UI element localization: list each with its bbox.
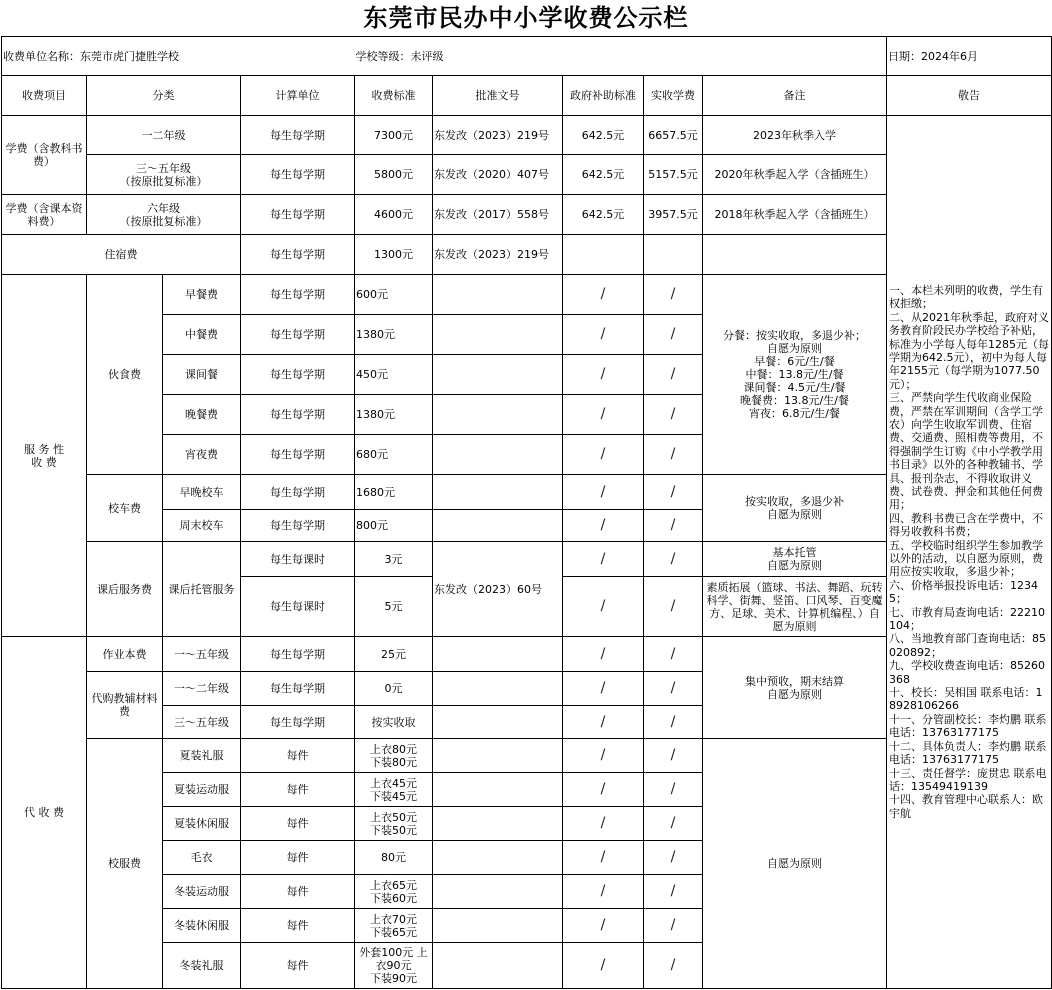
homework-label: 作业本费 xyxy=(87,637,163,672)
table-row-name: 夏装运动服 xyxy=(163,773,241,807)
table-row-name: 夏装休闲服 xyxy=(163,807,241,841)
table-row-cat: 一二年级 xyxy=(87,116,241,155)
table-cell-unit: 每生每学期 xyxy=(241,435,355,475)
table-cell-unit: 每生每学期 xyxy=(241,706,355,739)
slash-mark: / xyxy=(644,395,703,435)
header-approval: 批准文号 xyxy=(433,76,563,116)
table-row-name: 毛衣 xyxy=(163,841,241,875)
table-cell-unit: 每生每学期 xyxy=(241,275,355,315)
slash-mark: / xyxy=(644,435,703,475)
table-cell-unit: 每生每学期 xyxy=(241,155,355,195)
table-cell-doc: 东发改（2023）219号 xyxy=(433,235,563,275)
slash-mark: / xyxy=(644,577,703,637)
header-subsidy: 政府补助标准 xyxy=(563,76,644,116)
table-cell-actual: 3957.5元 xyxy=(644,195,703,235)
after-remark-quality: 素质拓展（篮球、书法、舞蹈、玩转科学、街舞、竖笛、口风琴、百变魔方、足球、美术、计算机编程、）自愿为原则 xyxy=(703,577,887,637)
table-cell-unit: 每件 xyxy=(241,739,355,773)
slash-mark: / xyxy=(563,807,644,841)
slash-mark: / xyxy=(563,395,644,435)
table-cell-subsidy: 642.5元 xyxy=(563,116,644,155)
table-cell-std: 1380元 xyxy=(355,395,433,435)
table-cell-unit: 每生每学期 xyxy=(241,395,355,435)
slash-mark: / xyxy=(563,510,644,542)
materials-label: 代购教辅材料费 xyxy=(87,672,163,739)
table-cell-unit: 每生每学期 xyxy=(241,116,355,155)
slash-mark: / xyxy=(644,355,703,395)
table-cell-std: 4600元 xyxy=(355,195,433,235)
table-cell-actual: 6657.5元 xyxy=(644,116,703,155)
table-cell-doc: 东发改（2017）558号 xyxy=(433,195,563,235)
table-cell-unit: 每生每学期 xyxy=(241,355,355,395)
table-row-name: 周末校车 xyxy=(163,510,241,542)
books-remark: 集中预收，期末结算 自愿为原则 xyxy=(703,637,887,739)
slash-mark: / xyxy=(563,739,644,773)
table-cell-remark: 2020年秋季起入学（含插班生） xyxy=(703,155,887,195)
table-cell-subsidy: 642.5元 xyxy=(563,195,644,235)
table-row-name: 宵夜费 xyxy=(163,435,241,475)
table-cell-std: 680元 xyxy=(355,435,433,475)
table-cell-std: 1380元 xyxy=(355,315,433,355)
slash-mark: / xyxy=(563,909,644,943)
table-cell-std: 25元 xyxy=(355,637,433,672)
school-name: 收费单位名称：东莞市虎门捷胜学校 xyxy=(2,37,241,76)
slash-mark: / xyxy=(563,875,644,909)
slash-mark: / xyxy=(644,739,703,773)
table-cell-unit: 每生每学期 xyxy=(241,637,355,672)
bus-label: 校车费 xyxy=(87,475,163,542)
table-cell-std: 800元 xyxy=(355,510,433,542)
table-cell-std: 80元 xyxy=(355,841,433,875)
table-row-cat: 一～五年级 xyxy=(163,637,241,672)
table-cell-doc: 东发改（2020）407号 xyxy=(433,155,563,195)
table-cell-std: 600元 xyxy=(355,275,433,315)
table-cell-unit: 每生每学期 xyxy=(241,672,355,706)
slash-mark: / xyxy=(563,275,644,315)
table-cell-subsidy: 642.5元 xyxy=(563,155,644,195)
uniform-remark: 自愿为原则 xyxy=(703,739,887,989)
table-row-cat: 一～二年级 xyxy=(163,672,241,706)
table-cell-unit: 每生每学期 xyxy=(241,475,355,510)
slash-mark: / xyxy=(563,706,644,739)
slash-mark: / xyxy=(644,637,703,672)
table-row-cat: 三～五年级 （按原批复标准） xyxy=(87,155,241,195)
table-cell-std: 5元 xyxy=(355,577,433,637)
table-cell-std: 外套100元 上衣90元 下装90元 xyxy=(355,943,433,989)
slash-mark: / xyxy=(644,672,703,706)
page-title: 东莞市民办中小学收费公示栏 xyxy=(363,4,689,32)
after-doc: 东发改（2023）60号 xyxy=(433,542,563,637)
table-row-cat: 三～五年级 xyxy=(163,706,241,739)
table-row-name: 中餐费 xyxy=(163,315,241,355)
table-cell-unit: 每生每学期 xyxy=(241,235,355,275)
table-cell-std: 5800元 xyxy=(355,155,433,195)
notice-date: 日期：2024年6月 xyxy=(887,37,1052,76)
tuition-label: 学费（含教科书费） xyxy=(2,116,87,195)
slash-mark: / xyxy=(644,773,703,807)
slash-mark: / xyxy=(563,315,644,355)
slash-mark: / xyxy=(644,315,703,355)
slash-mark: / xyxy=(563,475,644,510)
after-remark-basic: 基本托管 自愿为原则 xyxy=(703,542,887,577)
service-label: 服 务 性 收 费 xyxy=(2,275,87,637)
table-cell-unit: 每生每学期 xyxy=(241,195,355,235)
meal-remark: 分餐：按实收取，多退少补； 自愿为原则 早餐：6元/生/餐 中餐：13.8元/生/餐 课间餐：4.5元/生/餐 晚餐费：13.8元/生/餐 宵夜：6.8元/生/餐 xyxy=(703,275,887,475)
slash-mark: / xyxy=(644,841,703,875)
table-cell-unit: 每件 xyxy=(241,875,355,909)
table-row-name: 冬装休闲服 xyxy=(163,909,241,943)
table-cell-std: 上衣45元 下装45元 xyxy=(355,773,433,807)
table-cell-std: 1680元 xyxy=(355,475,433,510)
slash-mark: / xyxy=(563,355,644,395)
slash-mark: / xyxy=(644,909,703,943)
slash-mark: / xyxy=(563,637,644,672)
table-row-name: 冬装运动服 xyxy=(163,875,241,909)
slash-mark: / xyxy=(563,943,644,989)
header-standard: 收费标准 xyxy=(355,76,433,116)
agency-label: 代 收 费 xyxy=(2,637,87,989)
slash-mark: / xyxy=(563,577,644,637)
table-cell-doc: 东发改（2023）219号 xyxy=(433,116,563,155)
table-cell-remark: 2023年秋季入学 xyxy=(703,116,887,155)
header-notice: 敬告 xyxy=(887,76,1052,116)
notice-text: 一、本栏未列明的收费，学生有权拒缴； 二、从2021年秋季起，政府对义务教育阶段民办学校给予补贴，标准为小学每人每年1285元（每学期为642.5元），初中为每人每年2155元（每学期为1077.50元）； 三、严禁向学生代收商业保险费，严禁在军训期间（含学工学农）向学生收取军训费、住宿费、交通费、照相费等费用，不得强制学生订购《中小学教学用书目录》以外的各种教辅书、学具、报刊杂志，不得收取讲义费、试卷费、押金和其他任何费用； 四、教科书费已含在学费中，不得另收教科书费； 五、学校临时组织学生参加教学以外的活动，以自愿为原则，费用应按实收取，多退少补； 六、价格举报投诉电话：12345； 七、市教育局查询电话：22210104； 八、当地教育部门查询电话：85020892； 九、学校收费查询电话：85260368 十、校长：吴相国 联系电话：18928106266 十一、分管副校长：李灼鹏 联系电话：13763177175 十二、具体负责人：李灼鹏 联系电话：13763177175 十三、责任督学：庞贯忠 联系电话：13549419139 十四、教育管理中心联系人：欧宇航 xyxy=(887,116,1052,989)
table-row-cat: 六年级 （按原批复标准） xyxy=(87,195,241,235)
table-cell-unit: 每件 xyxy=(241,909,355,943)
slash-mark: / xyxy=(644,706,703,739)
slash-mark: / xyxy=(644,542,703,577)
table-cell-std: 上衣65元 下装60元 xyxy=(355,875,433,909)
after-label: 课后服务费 xyxy=(87,542,163,637)
header-remark: 备注 xyxy=(703,76,887,116)
slash-mark: / xyxy=(563,542,644,577)
table-cell-std: 上衣70元 下装65元 xyxy=(355,909,433,943)
table-cell-unit: 每件 xyxy=(241,841,355,875)
slash-mark: / xyxy=(644,510,703,542)
table-row-name: 冬装礼服 xyxy=(163,943,241,989)
bus-remark: 按实收取，多退少补 自愿为原则 xyxy=(703,475,887,542)
table-cell-std: 0元 xyxy=(355,672,433,706)
slash-mark: / xyxy=(644,807,703,841)
table-cell-std: 1300元 xyxy=(355,235,433,275)
uniform-label: 校服费 xyxy=(87,739,163,989)
table-cell-unit: 每件 xyxy=(241,943,355,989)
fee-table xyxy=(1,36,1052,989)
slash-mark: / xyxy=(644,875,703,909)
header-category: 分类 xyxy=(87,76,241,116)
table-row-name: 早晚校车 xyxy=(163,475,241,510)
table-cell-std: 7300元 xyxy=(355,116,433,155)
slash-mark: / xyxy=(644,475,703,510)
slash-mark: / xyxy=(644,275,703,315)
slash-mark: / xyxy=(644,943,703,989)
table-row-name: 晚餐费 xyxy=(163,395,241,435)
table-row-name: 课间餐 xyxy=(163,355,241,395)
table-cell-std: 上衣50元 下装50元 xyxy=(355,807,433,841)
school-grade: 学校等级：未评级 xyxy=(355,37,644,76)
table-cell-std: 按实收取 xyxy=(355,706,433,739)
tuition-label-b: 学费（含课本资料费） xyxy=(2,195,87,235)
table-cell-actual: 5157.5元 xyxy=(644,155,703,195)
after-sub-label: 课后托管服务 xyxy=(163,542,241,637)
table-cell-unit: 每生每学期 xyxy=(241,315,355,355)
slash-mark: / xyxy=(563,672,644,706)
table-cell-std: 3元 xyxy=(355,542,433,577)
table-cell-std: 450元 xyxy=(355,355,433,395)
table-row-name: 早餐费 xyxy=(163,275,241,315)
table-cell-remark: 2018年秋季起入学（含插班生） xyxy=(703,195,887,235)
boarding-label: 住宿费 xyxy=(2,235,241,275)
meal-label: 伙食费 xyxy=(87,275,163,475)
table-row-name: 夏装礼服 xyxy=(163,739,241,773)
table-cell-unit: 每件 xyxy=(241,807,355,841)
table-cell-std: 上衣80元 下装80元 xyxy=(355,739,433,773)
header-item: 收费项目 xyxy=(2,76,87,116)
slash-mark: / xyxy=(563,435,644,475)
header-unit: 计算单位 xyxy=(241,76,355,116)
table-cell-unit: 每件 xyxy=(241,773,355,807)
table-cell-unit: 每生每课时 xyxy=(241,577,355,637)
slash-mark: / xyxy=(563,773,644,807)
table-cell-unit: 每生每学期 xyxy=(241,510,355,542)
header-actual: 实收学费 xyxy=(644,76,703,116)
table-cell-unit: 每生每课时 xyxy=(241,542,355,577)
slash-mark: / xyxy=(563,841,644,875)
